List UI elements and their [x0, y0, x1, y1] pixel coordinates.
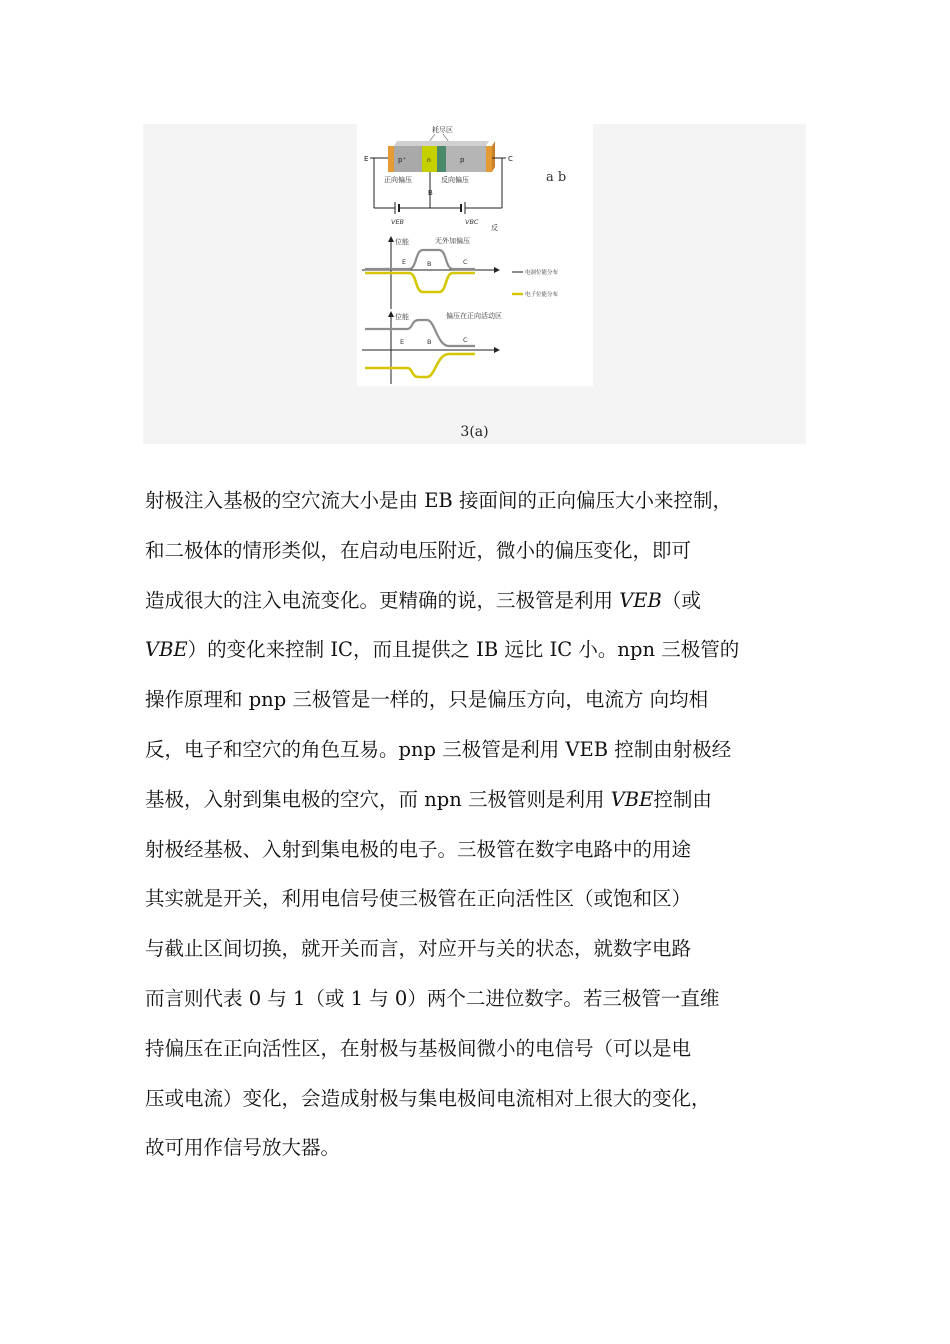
text-line: 其实就是开关，利用电信号使三极管在正向活性区（或饱和区） [145, 887, 692, 911]
body-paragraph [145, 476, 810, 1173]
plot2-ylabel: 位能 [395, 313, 409, 321]
text-segment: 基极，入射到集电极的空穴，而 npn 三极管则是利用 [145, 787, 611, 811]
plot1-b: B [427, 260, 432, 268]
legend-hole-label: 电洞位能分布 [525, 270, 559, 276]
transistor-diagram [357, 124, 593, 386]
p-region [446, 146, 486, 172]
text-line: 持偏压在正向活性区，在射极与基极间微小的电信号（可以是电 [145, 1036, 692, 1060]
plot1-hole-curve [365, 250, 475, 269]
bar-top-face [394, 141, 489, 146]
text-line: 与截止区间切换，就开关而言，对应开与关的状态，就数字电路 [145, 937, 692, 961]
plot1-title: 无外加偏压 [435, 237, 470, 245]
p-label: p [460, 156, 465, 164]
text-line: 射极注入基极的空穴流大小是由 EB 接面间的正向偏压大小来控制， [145, 489, 732, 512]
reverse-bias-label: 反向偏压 [441, 176, 469, 184]
plot2-e: E [400, 338, 405, 346]
text-segment: 造成很大的注入电流变化。更精确的说，三极管是利用 [145, 588, 620, 612]
p-plus-label: p⁺ [398, 156, 407, 164]
plot2-electron-curve [365, 354, 475, 377]
text-line: 和二极体的情形类似，在启动电压附近，微小的偏压变化，即可 [145, 538, 692, 562]
legend-electron-label: 电子位能分布 [525, 292, 559, 298]
vbe-italic: VBE [610, 787, 654, 811]
plot2-b: B [427, 338, 432, 346]
n-label: n [427, 157, 431, 164]
text-line: 射极经基极、入射到集电极的电子。三极管在数字电路中的用途 [145, 837, 692, 861]
text-line: 压或电流）变化，会造成射极与集电极间电流相对上很大的变化， [145, 1086, 711, 1110]
collector-terminal: C [508, 155, 513, 163]
plot1-ylabel: 位能 [395, 238, 409, 246]
text-line [145, 576, 810, 626]
text-line: 故可用作信号放大器。 [145, 1136, 341, 1160]
vbe-italic: VBE [145, 638, 188, 662]
text-segment: （或 [661, 588, 701, 612]
depletion-region [437, 146, 446, 172]
plot2-hole-curve [365, 320, 475, 346]
text-line: 操作原理和 pnp 三极管是一样的，只是偏压方向，电流方 向均相 [145, 688, 709, 712]
plot1-e: E [402, 258, 407, 266]
plot2-title: 偏压在正向活动区 [446, 312, 502, 320]
veb-italic: VEB [619, 588, 662, 612]
forward-bias-label: 正向偏压 [384, 176, 412, 184]
text-line: 而言则代表 0 与 1（或 1 与 0）两个二进位数字。若三极管一直维 [145, 986, 720, 1010]
base-terminal: B [428, 189, 433, 197]
plot2-c: C [463, 336, 468, 344]
collector-contact [486, 146, 492, 172]
vbc-label: VBC [465, 218, 479, 226]
side-char: 反 [491, 224, 498, 232]
emitter-contact [388, 146, 394, 172]
figure-caption: 3(a) [460, 424, 489, 440]
emitter-terminal: E [364, 155, 369, 163]
text-line: 反，电子和空穴的角色互易。pnp 三极管是利用 VEB 控制由射极经 [145, 737, 732, 761]
plot1-c: C [463, 258, 468, 266]
depletion-label: 耗尽区 [432, 126, 453, 134]
text-segment: 控制由 [653, 787, 712, 811]
text-segment: ）的变化来控制 IC，而且提供之 IB 远比 IC 小。npn 三极管的 [187, 638, 740, 662]
veb-label: VEB [391, 218, 405, 226]
plot1-electron-curve [365, 273, 475, 292]
text-line [145, 775, 810, 825]
text-line [145, 625, 810, 675]
ab-label: a b [546, 170, 567, 185]
